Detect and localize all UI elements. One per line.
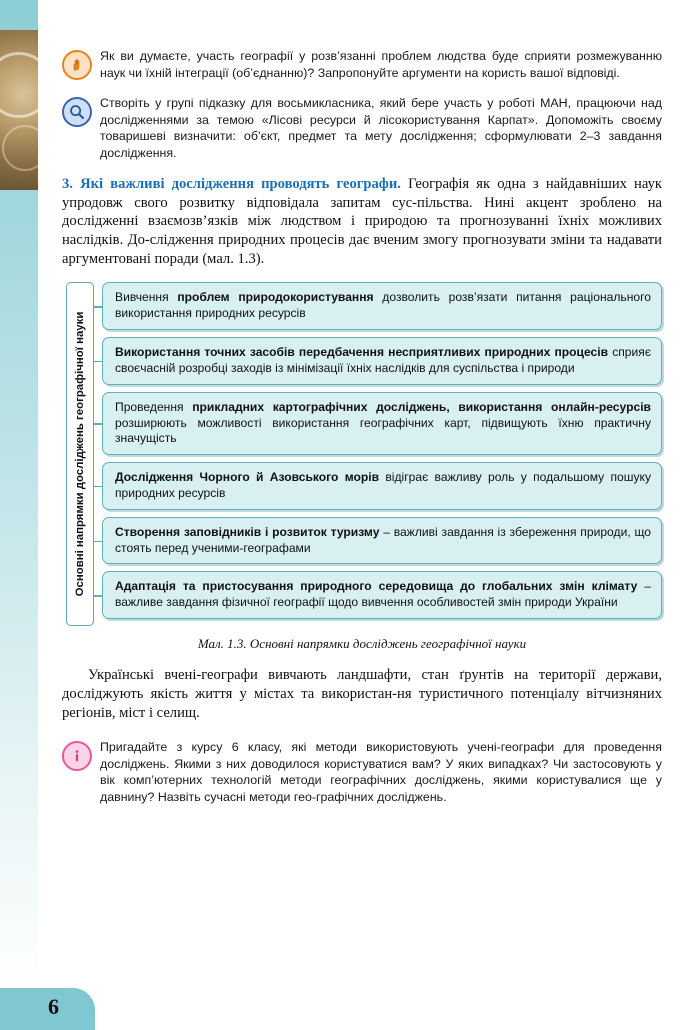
diagram-item: [102, 337, 662, 385]
icon-wrap: [62, 48, 100, 80]
page-content: [62, 48, 662, 819]
connector-line: [94, 306, 103, 308]
diagram-item-rest: – важливе завдання фізичної географії щодо вивчення особливостей змін природи України: [115, 579, 652, 610]
diagram-item-bold: проблем природокористування: [177, 290, 374, 305]
activity-question-paragraph: Як ви думаєте, участь географії у розв’язанні проблем людства буде сприяти розмежуванню наук чи їхній інтеграції (об’єднанню)? Запропонуйте аргументи на користь вашої відповіді.: [100, 49, 662, 80]
diagram-item-bold: Дослідження Чорного й Азовського морів: [115, 470, 380, 485]
diagram-item-rest: розширюють можливості використання географічних карт, підвищують їхню практичну значущість: [115, 415, 651, 446]
connector-line: [94, 486, 103, 488]
diagram-item-lead: Вивчення: [115, 290, 178, 305]
activity-block-recall: [62, 739, 662, 805]
diagram-item-bold: Адаптація та пристосування природного середовища до глобальних змін клімату: [115, 579, 638, 594]
diagram-research-directions: [66, 282, 662, 626]
paragraph-after-figure: Українські вчені-географи вивчають ландшафти, стан ґрунтів на території держави, досліджують якість життя у містах та використан-ня туристичного потенціалу вітчизняних регіонів, міст і селищ.: [62, 667, 662, 722]
diagram-item-bold: Створення заповідників і розвиток туризму: [115, 524, 380, 539]
diagram-item-rest: – важливі завдання із збереження природи, що стоять перед ученими-географами: [115, 524, 651, 555]
activity-recall-text: [100, 739, 662, 805]
activity-research-text: [100, 95, 662, 161]
activity-block-question: [62, 48, 662, 81]
activity-research-paragraph: Створіть у групі підказку для восьмикласника, який бере участь у роботі МАН, працюючи над дослідженнями за темою «Лісові ресурси й лісокористування Карпат». Допоможіть своєму товаришеві визначити: об’єкт, предмет та мету дослідження; сформулювати 2–3 завдання дослідження.: [100, 96, 662, 160]
sidebar-top-bar: [0, 0, 38, 30]
diagram-vertical-label: Основні напрямки досліджень географічної науки: [74, 311, 86, 597]
diagram-vertical-label-box: [66, 282, 94, 626]
diagram-item-rest: дозволить розв’язати питання раціонального використання природних ресурсів: [115, 290, 651, 321]
page-decorative-sidebar: [0, 0, 38, 1030]
diagram-item-bold: Використання точних засобів передбачення несприятливих природних процесів: [115, 345, 609, 360]
connector-line: [94, 541, 103, 543]
section-heading: 3. Які важливі дослідження проводять географи.: [62, 176, 401, 192]
icon-wrap: [62, 95, 100, 127]
magnifier-icon: [62, 97, 92, 127]
diagram-item-rest: сприяє своєчасній розробці заходів із мінімізації їхніх наслідків для суспільства і природи: [115, 345, 651, 375]
diagram-item-bold: прикладних картографічних досліджень, використання онлайн-ресурсів: [192, 399, 651, 414]
diagram-item-lead: Проведення: [115, 399, 193, 414]
icon-wrap: [62, 739, 100, 771]
sidebar-gradient-strip: [0, 190, 38, 990]
activity-question-text: [100, 48, 662, 81]
sidebar-photo-strip: [0, 30, 38, 190]
section-paragraph: [62, 175, 662, 268]
diagram-item: [102, 517, 662, 565]
page-number: 6: [48, 994, 59, 1019]
diagram-item-rest: відіграє важливу роль у подальшому пошуку природних ресурсів: [115, 470, 651, 500]
diagram-items: [102, 282, 662, 626]
diagram-item: [102, 392, 662, 455]
hand-pointing-icon: [62, 50, 92, 80]
diagram-item: [102, 462, 662, 510]
connector-line: [94, 595, 103, 597]
activity-recall-paragraph: Пригадайте з курсу 6 класу, які методи використовують учені-географи для проведення досліджень. Якими з них доводилося користуватися вам? У яких випадках? Чи застосовують у вік комп’ютерних технологій методи географічних досліджень, якими користувалися ще у давнину? Назвіть сучасні методи гео-графічних досліджень.: [100, 740, 662, 804]
connector-line: [94, 361, 103, 363]
connector-line: [94, 423, 103, 425]
info-icon: [62, 741, 92, 771]
diagram-item: [102, 571, 662, 619]
figure-caption: Мал. 1.3. Основні напрямки досліджень географічної науки: [197, 636, 527, 652]
section-body-text: Географія як одна з найдавніших наук упродовж свого розвитку відповідала запитам сус-пільства. Нині акцент зроблено на дослідженні взаємозв’язків між людством і природою та прогнозуванні їхніх можливих наслідків. До-слідження природних процесів дає вченим змогу прогнозувати зміни та надавати аргументовані поради (мал. 1.3).: [62, 176, 662, 267]
diagram-item: [102, 282, 662, 330]
activity-block-research: [62, 95, 662, 161]
